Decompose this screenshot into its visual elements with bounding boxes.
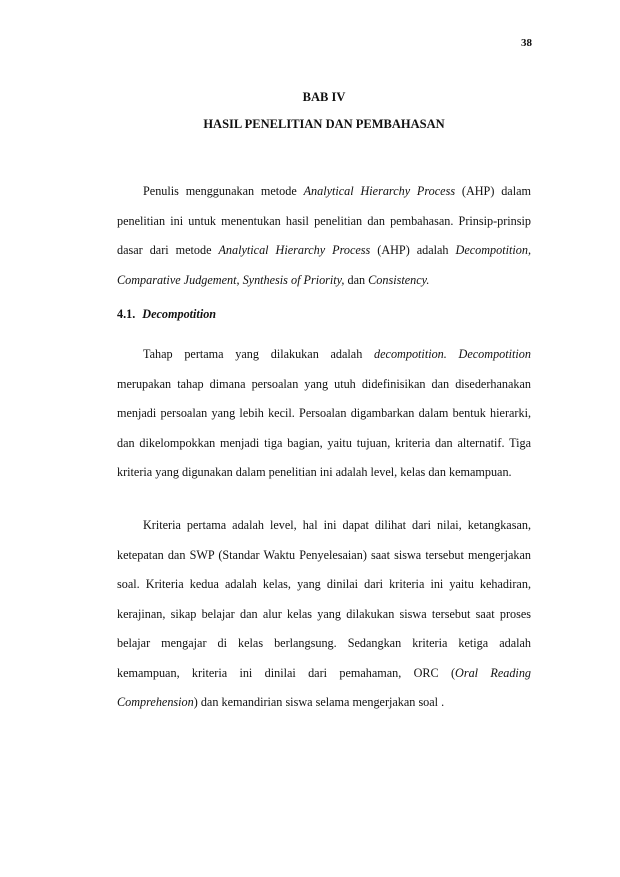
intro-term-principles: Decompotition, Comparative Judgement, Synthesis of Priority, [117,243,531,287]
para3-term-orc: Oral Reading Comprehension [117,665,532,709]
section-heading [117,307,216,322]
intro-term-ahp-1: Analytical Hierarchy Process [303,184,456,198]
intro-text-2: (AHP) dalam penelitian ini untuk menentukan hasil penelitian dan pembahasan. Prinsip-prinsip dasar dari metode [117,184,531,257]
intro-text-4: dan [344,272,369,287]
chapter-label: BAB IV [302,90,346,104]
para3-text-2: ) dan kemandirian siswa selama mengerjakan soal . [193,695,445,709]
criteria-paragraph [117,511,531,718]
chapter-title: HASIL PENELITIAN DAN PEMBAHASAN [203,117,445,131]
decomposition-paragraph [117,340,531,488]
para2-text-2: merupakan tahap dimana persoalan yang utuh didefinisikan dan disederhanakan menjadi persoalan yang lebih kecil. Persoalan digambarkan dalam bentuk hierarki, dan dikelompokkan menjadi tiga bagian, yaitu tujuan, kriteria dan alternatif. Tiga kriteria yang digunakan dalam penelitian ini adalah level, kelas dan kemampuan. [117,376,531,479]
intro-term-consistency: Consistency. [368,272,430,287]
para2-term: decompotition. Decompotition [374,347,531,361]
para2-text-1: Tahap pertama yang dilakukan adalah [143,347,375,361]
intro-text-3: (AHP) adalah [370,243,456,257]
page-number: 38 [521,37,532,49]
para3-text-1: Kriteria pertama adalah level, hal ini dapat dilihat dari nilai, ketangkasan, ketepatan dan SWP (Standar Waktu Penyelesaian) saat siswa tersebut mengerjakan soal. Kriteria kedua adalah kelas, yang dinilai dari kriteria ini yaitu kehadiran, kerajinan, sikap belajar dan alur kelas yang dilakukan siswa tersebut saat proses belajar mengajar di kelas berlangsung. Sedangkan kriteria ketiga adalah kemampuan, kriteria ini dinilai dari pemahaman, ORC ( [117,518,531,680]
intro-text-1: Penulis menggunakan metode [143,184,304,198]
section-title: Decompotition [142,307,217,321]
intro-term-ahp-2: Analytical Hierarchy Process [218,243,371,257]
section-number: 4.1. [117,307,136,321]
intro-paragraph [117,177,531,295]
